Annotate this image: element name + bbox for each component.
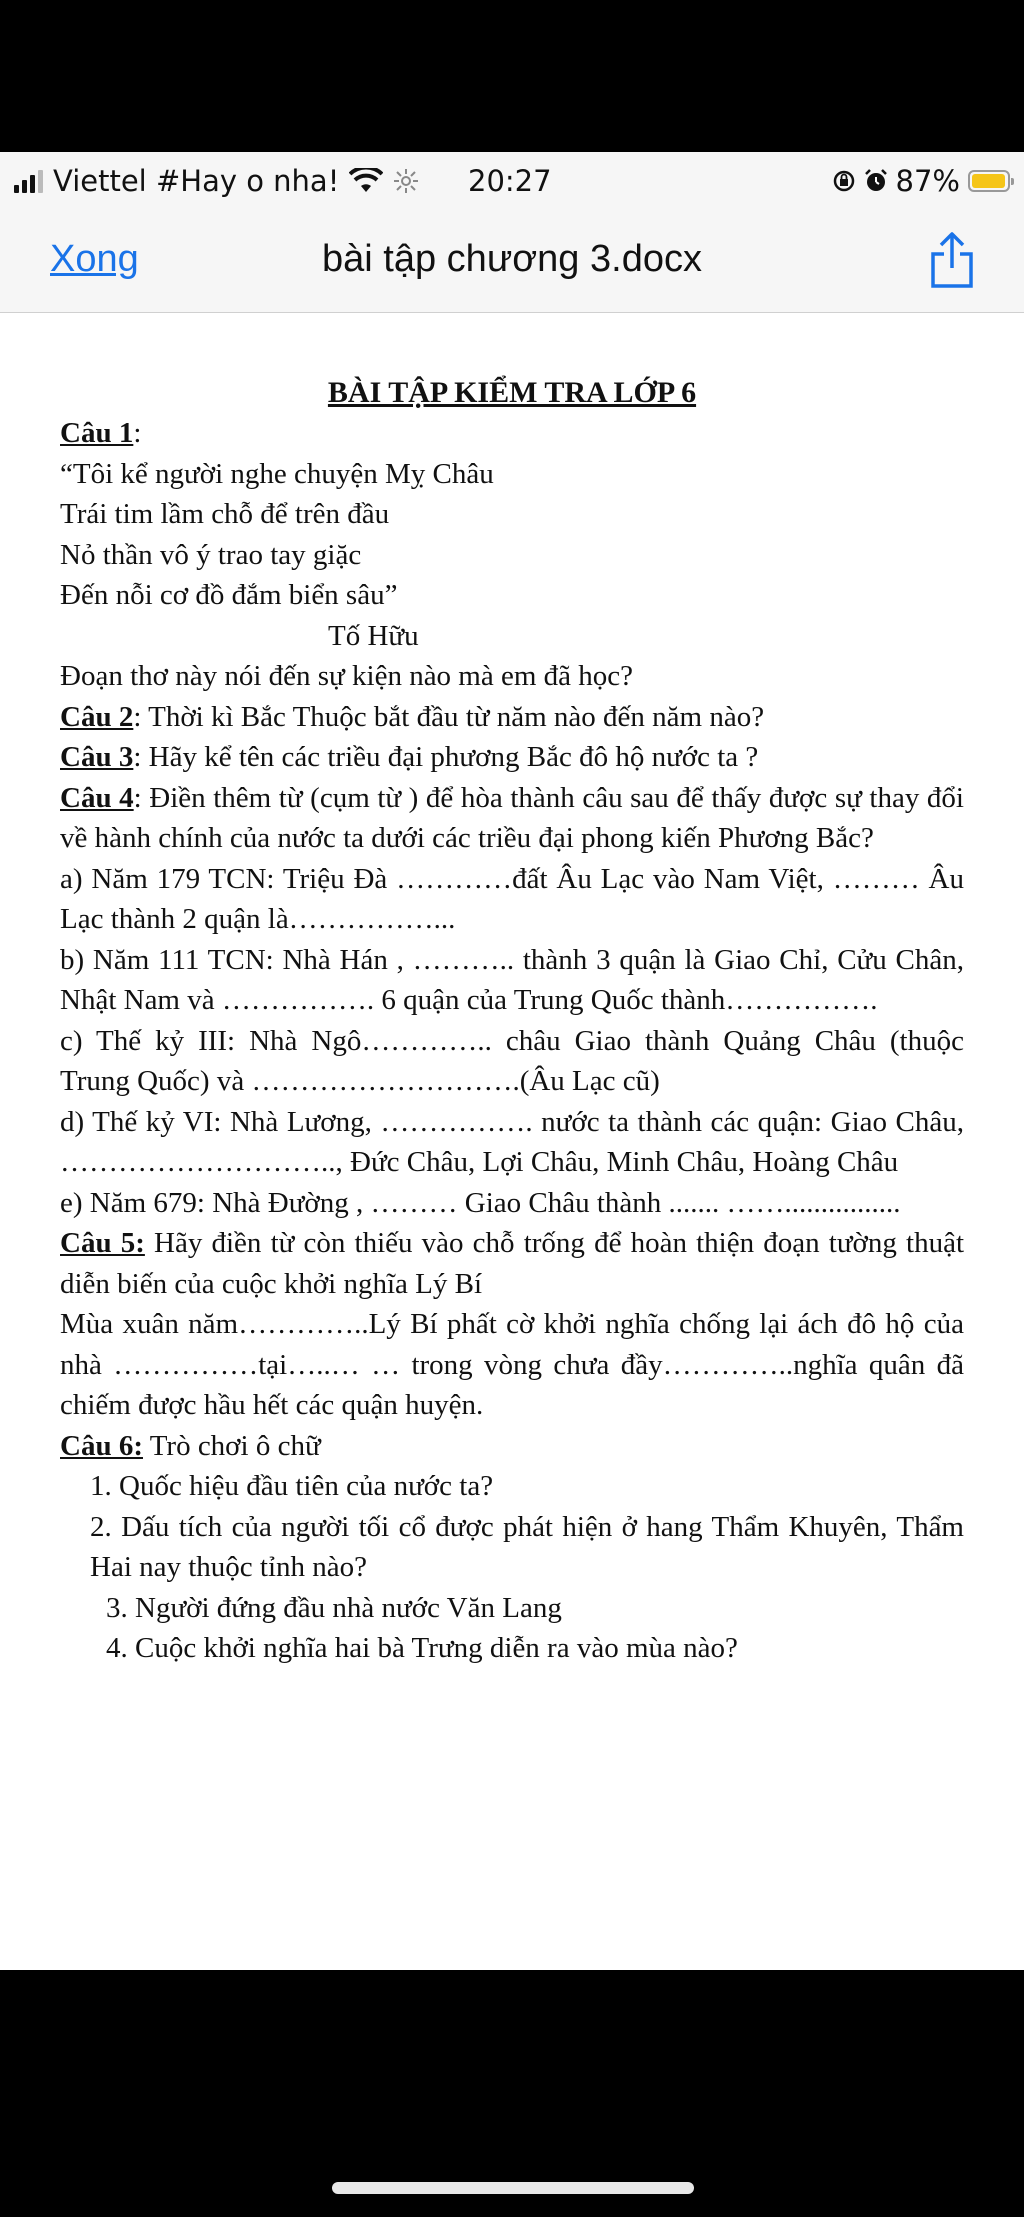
question-1-text: Đoạn thơ này nói đến sự kiện nào mà em đã học?	[60, 660, 634, 692]
question-4-item-e: e) Năm 679: Nhà Đường , ……… Giao Châu thành ....... ……................	[60, 1186, 901, 1219]
question-text: : Hãy kể tên các triều đại phương Bắc đô hộ nước ta ?	[133, 741, 759, 773]
alarm-icon	[864, 169, 888, 193]
poem-line: Nỏ thần vô ý trao tay giặc	[60, 538, 362, 571]
carrier-name: Viettel #Hay o nha!	[53, 164, 340, 198]
brightness-icon	[393, 168, 419, 194]
document-page	[60, 313, 964, 1669]
question-5-body: Mùa xuân năm…………..Lý Bí phất cờ khởi nghĩa chống lại ách đô hộ của nhà ……………tại…..… … trong vòng chưa đầy…………..nghĩa quân đã chiếm được hầu hết các quận huyện.	[60, 1308, 964, 1421]
question-label: Câu 2	[60, 700, 134, 733]
poem-line: “Tôi kể người nghe chuyện Mỵ Châu	[60, 457, 494, 490]
battery-percent: 87%	[895, 164, 960, 198]
question-text: : Thời kì Bắc Thuộc bắt đầu từ năm nào đến năm nào?	[133, 700, 765, 733]
navigation-bar	[0, 208, 1024, 313]
document-title: bài tập chương 3.docx	[322, 238, 702, 280]
status-time: 20:27	[468, 164, 552, 198]
question-3	[60, 737, 964, 778]
question-6-item: 3. Người đứng đầu nhà nước Văn Lang	[106, 1591, 562, 1624]
question-text: Hãy điền từ còn thiếu vào chỗ trống để hoàn thiện đoạn tường thuật diễn biến của cuộc khởi nghĩa Lý Bí	[60, 1227, 965, 1300]
question-4-item-a: a) Năm 179 TCN: Triệu Đà …………đất Âu Lạc vào Nam Việt, ……… Âu Lạc thành 2 quận là……………...	[60, 862, 964, 935]
done-button[interactable]: Xong	[50, 238, 139, 280]
status-bar	[0, 152, 1024, 208]
poem-author: Tố Hữu	[328, 619, 419, 652]
question-text: Trò chơi ô chữ	[142, 1429, 321, 1462]
screen-rotation-lock-icon	[832, 169, 856, 193]
question-4-item-c: c) Thế kỷ III: Nhà Ngô………….. châu Giao thành Quảng Châu (thuộc Trung Quốc) và ……………………….(Âu Lạc cũ)	[60, 1024, 964, 1097]
question-1-heading	[60, 413, 964, 454]
battery-icon	[968, 170, 1010, 192]
share-icon[interactable]	[924, 230, 980, 290]
question-2	[60, 697, 964, 738]
question-label: Câu 1	[60, 417, 134, 449]
question-4-item-d: d) Thế kỷ VI: Nhà Lương, ……………. nước ta thành các quận: Giao Châu, ……………………….., Đức Châu, Lợi Châu, Minh Châu, Hoàng Châu	[60, 1105, 964, 1178]
status-right	[832, 164, 1010, 198]
poem-line: Trái tim lầm chỗ để trên đầu	[60, 498, 390, 530]
question-6-item: 4. Cuộc khởi nghĩa hai bà Trưng diễn ra vào mùa nào?	[106, 1632, 738, 1664]
document-viewer[interactable]	[0, 313, 1024, 1970]
question-4	[60, 778, 964, 859]
question-text: : Điền thêm từ (cụm từ ) để hòa thành câu sau để thấy được sự thay đổi về hành chính của nước ta dưới các triều đại phong kiến Phương Bắc?	[60, 781, 964, 854]
question-4-item-b: b) Năm 111 TCN: Nhà Hán , ……….. thành 3 quận là Giao Chỉ, Cửu Chân, Nhật Nam và ……………. 6 quận của Trung Quốc thành…………….	[60, 943, 964, 1016]
question-label: Câu 4	[60, 781, 134, 814]
poem-line: Đến nỗi cơ đồ đắm biển sâu”	[60, 579, 398, 611]
home-indicator[interactable]	[332, 2182, 694, 2194]
question-6	[60, 1426, 964, 1467]
status-left	[14, 164, 419, 198]
question-label: Câu 3	[60, 741, 134, 773]
question-label: Câu 6:	[60, 1429, 143, 1462]
question-6-item: 1. Quốc hiệu đầu tiên của nước ta?	[90, 1470, 494, 1502]
question-label: Câu 5:	[60, 1227, 145, 1259]
worksheet-title: BÀI TẬP KIỂM TRA LỚP 6	[327, 376, 697, 409]
question-6-item: 2. Dấu tích của người tối cổ được phát hiện ở hang Thẩm Khuyên, Thẩm Hai nay thuộc tỉnh nào?	[90, 1510, 964, 1583]
question-suffix: :	[133, 417, 142, 449]
question-5	[60, 1223, 964, 1304]
signal-icon	[14, 169, 43, 193]
wifi-icon	[349, 168, 383, 194]
